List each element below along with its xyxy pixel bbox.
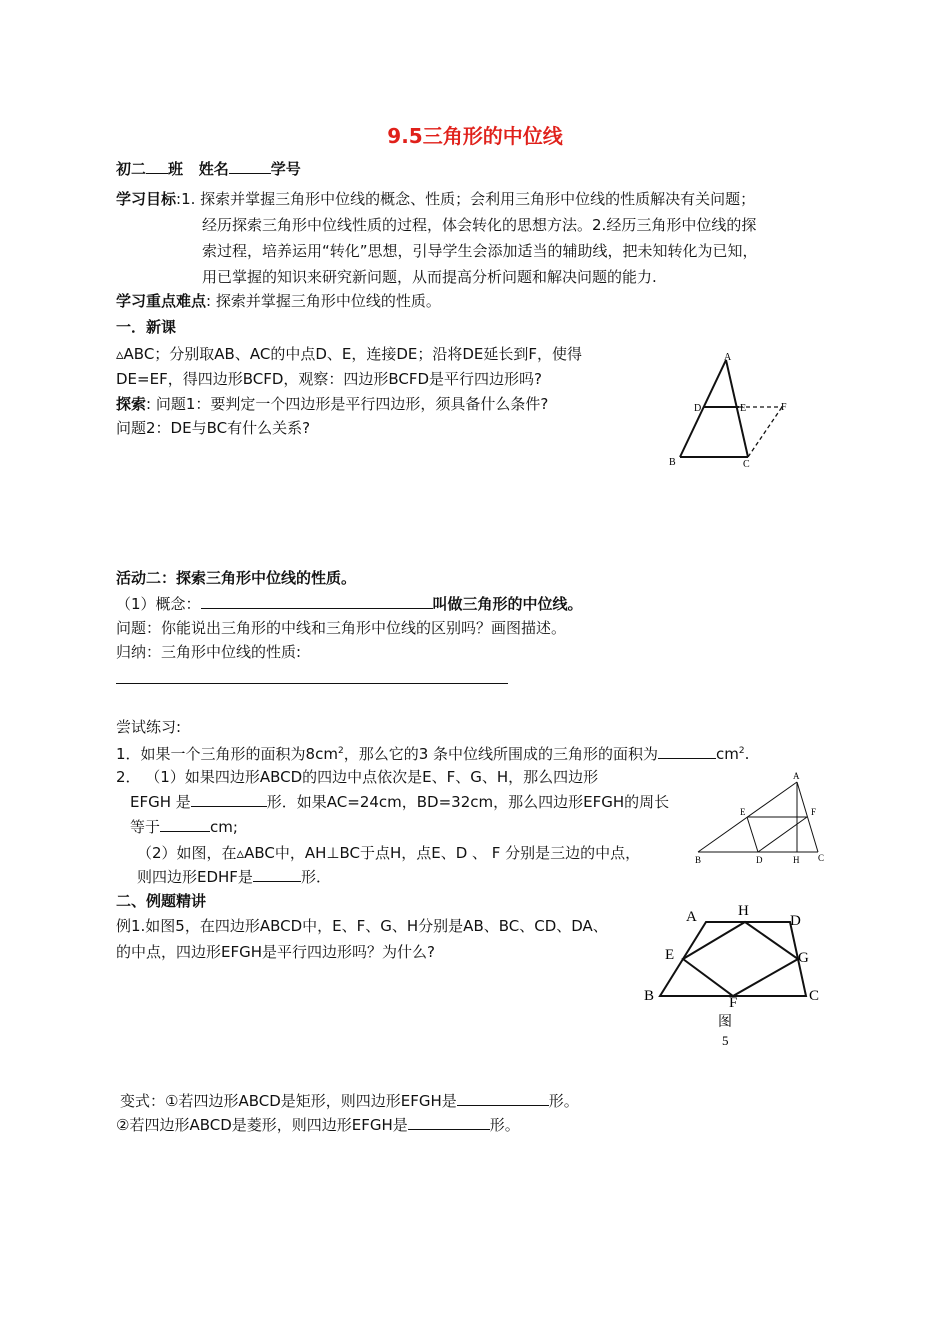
section1-heading: 一．新课 — [116, 318, 177, 336]
variant-2-text: ②若四边形ABCD是菱形，则四边形EFGH是 — [116, 1116, 408, 1134]
key-points-text: : 探索并掌握三角形中位线的性质。 — [206, 292, 441, 310]
q1-text-a: 1．如果一个三角形的面积为8cm — [116, 745, 338, 763]
q2-line5-a: 则四边形EDHF是 — [137, 868, 253, 886]
label-a: A — [793, 771, 800, 781]
section1-para-1: ▵ABC；分别取AB、AC的中点D、E，连接DE；沿将DE延长到F，使得 — [116, 345, 583, 363]
variant-1-suffix: 形。 — [548, 1092, 579, 1110]
label-b: B — [669, 457, 676, 468]
label-a: A — [724, 352, 732, 363]
label-c: C — [818, 853, 825, 863]
label-d: D — [694, 403, 702, 414]
variant-1-text: 变式：①若四边形ABCD是矩形，则四边形EFGH是 — [120, 1092, 457, 1110]
goals-label: 学习目标 — [116, 190, 177, 208]
triangle-altitude-figure — [690, 768, 835, 866]
id-label: 学号 — [270, 160, 301, 178]
label-b: B — [644, 988, 655, 1004]
activity2-summary: 归纳：三角形中位线的性质: — [116, 643, 302, 661]
quadrilateral-figure — [640, 900, 830, 1050]
q2-blank-1 — [191, 792, 267, 807]
explore-text: : 问题1：要判定一个四边形是平行四边形，须具备什么条件? — [146, 395, 549, 413]
segment-fd — [758, 817, 807, 852]
variant-1-blank — [457, 1091, 549, 1106]
triangle-midline-figure — [660, 345, 800, 475]
practice-q2-line1: 2． （1）如果四边形ABCD的四边中点依次是E、F、G、H，那么四边形 — [116, 768, 599, 786]
q2-blank-3 — [253, 867, 301, 882]
goals-text-1: :1. 探索并掌握三角形中位线的概念、性质；会利用三角形中位线的性质解决有关问题； — [176, 190, 756, 208]
concept-line — [116, 593, 583, 615]
class-blank — [146, 159, 168, 174]
concept-suffix: 叫做三角形的中位线。 — [432, 595, 583, 613]
name-blank — [229, 159, 271, 174]
label-b: B — [695, 855, 702, 865]
label-e: E — [740, 807, 746, 817]
goals-line-1 — [116, 188, 755, 210]
label-c: C — [809, 988, 820, 1004]
page-title: 9.5三角形的中位线 — [387, 124, 563, 148]
variant-1 — [120, 1090, 579, 1112]
label-a: A — [686, 909, 697, 925]
segment-cf-dashed — [748, 407, 782, 457]
key-points — [116, 290, 441, 312]
label-e: E — [740, 403, 747, 414]
concept-blank — [201, 594, 433, 609]
label-f: F — [729, 995, 738, 1011]
q1-unit: cm — [716, 745, 739, 763]
practice-q2-line3 — [130, 816, 238, 838]
student-info — [116, 158, 301, 180]
label-h: H — [793, 855, 800, 865]
label-f: F — [811, 807, 817, 817]
q2-line2-a: EFGH 是 — [130, 793, 191, 811]
side-ab — [680, 360, 726, 457]
q2-line2-b: 形．如果AC=24cm，BD=32cm，那么四边形EFGH的周长 — [266, 793, 670, 811]
concept-prefix: （1）概念： — [116, 595, 201, 613]
q2-line3-a: 等于 — [130, 818, 161, 836]
activity2-heading: 活动二：探索三角形中位线的性质。 — [116, 569, 357, 587]
q1-text-b: ，那么它的3 条中位线所围成的三角形的面积为 — [343, 745, 659, 763]
label-g: G — [798, 950, 809, 966]
class-label: 初二 — [116, 160, 147, 178]
q1-sup-2: 2 — [738, 746, 745, 756]
key-points-label: 学习重点难点 — [116, 292, 207, 310]
explore-line — [116, 393, 548, 415]
practice-q2-line5 — [137, 866, 331, 888]
q1-sup-1: 2 — [337, 746, 344, 756]
q1-blank — [658, 744, 716, 759]
variant-2-blank — [408, 1115, 490, 1130]
label-f: F — [781, 402, 787, 413]
q2-line5-b: 形． — [300, 868, 331, 886]
example1-line2: 的中点，四边形EFGH是平行四边形吗？为什么? — [116, 943, 435, 961]
goals-line-4: 用已掌握的知识来研究新问题，从而提高分析问题和解决问题的能力. — [202, 268, 657, 286]
activity2-question: 问题：你能说出三角形的中线和三角形中位线的区别吗？画图描述。 — [116, 619, 567, 637]
label-d: D — [790, 913, 801, 929]
practice-q2-line2 — [130, 791, 669, 813]
label-h: H — [738, 903, 749, 919]
goals-line-3: 索过程，培养运用“转化”思想，引导学生会添加适当的辅助线，把未知转化为已知， — [202, 242, 758, 260]
practice-q1 — [116, 740, 749, 765]
question-2: 问题2：DE与BC有什么关系? — [116, 419, 311, 437]
q2-line3-b: cm; — [210, 818, 238, 836]
name-label: 姓名 — [198, 160, 229, 178]
section1-para-2: DE=EF，得四边形BCFD，观察：四边形BCFD是平行四边形吗? — [116, 370, 543, 388]
summary-answer-line — [116, 683, 508, 684]
q2-blank-2 — [160, 817, 210, 832]
segment-ed — [747, 817, 758, 852]
practice-q2-line4: （2）如图，在▵ABC中，AH⊥BC于点H，点E、D 、 F 分别是三边的中点， — [137, 844, 641, 862]
example1-line1: 例1.如图5，在四边形ABCD中，E、F、G、H分别是AB、BC、CD、DA、 — [116, 917, 608, 935]
figure-caption-1: 图 — [718, 1015, 732, 1030]
label-d: D — [756, 855, 763, 865]
practice-heading: 尝试练习: — [116, 718, 182, 736]
explore-label: 探索 — [116, 395, 147, 413]
label-e: E — [665, 947, 675, 963]
label-c: C — [743, 459, 750, 470]
goals-line-2: 经历探索三角形中位线性质的过程，体会转化的思想方法。2.经历三角形中位线的探 — [202, 216, 757, 234]
figure-caption-2: 5 — [722, 1033, 729, 1048]
variant-2-suffix: 形。 — [489, 1116, 520, 1134]
section2-heading: 二、例题精讲 — [116, 892, 207, 910]
variant-2 — [116, 1114, 520, 1136]
q1-end: . — [744, 745, 750, 763]
ban-label: 班 — [168, 160, 184, 178]
